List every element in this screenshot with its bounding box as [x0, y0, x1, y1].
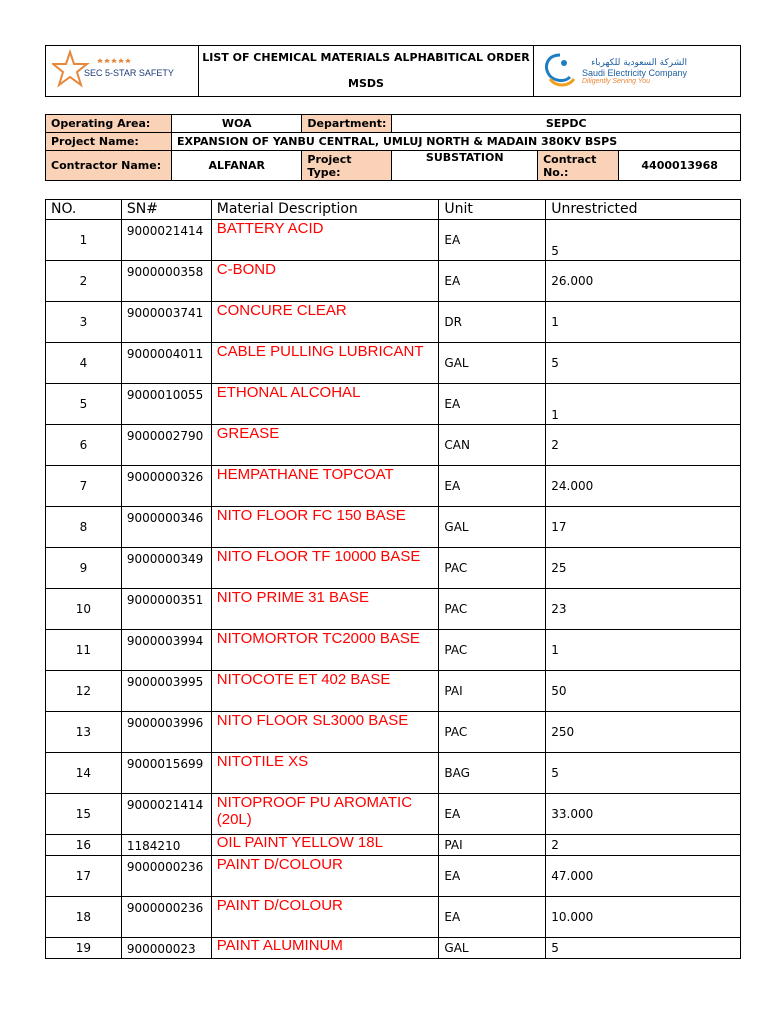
document-header	[45, 45, 741, 97]
table-row	[46, 753, 741, 794]
row-unrestricted-qty: 50	[546, 671, 741, 712]
table-row	[46, 938, 741, 959]
row-unit: EA	[439, 220, 546, 261]
row-sn: 9000002790	[121, 425, 211, 466]
row-unrestricted-qty: 23	[546, 589, 741, 630]
row-unrestricted-qty: 26.000	[546, 261, 741, 302]
row-number: 6	[46, 425, 122, 466]
table-row	[46, 302, 741, 343]
row-number: 5	[46, 384, 122, 425]
row-unrestricted-qty: 1	[546, 302, 741, 343]
row-unrestricted-qty: 10.000	[546, 897, 741, 938]
row-number: 18	[46, 897, 122, 938]
row-sn: 900000023	[121, 938, 211, 959]
row-unrestricted-qty: 250	[546, 712, 741, 753]
table-row	[46, 507, 741, 548]
table-row	[46, 220, 741, 261]
row-unit: EA	[439, 897, 546, 938]
company-tagline: Diligently Serving You	[582, 77, 650, 85]
table-header-row	[46, 200, 741, 220]
row-unrestricted-qty: 1	[546, 630, 741, 671]
row-unit: EA	[439, 261, 546, 302]
row-number: 7	[46, 466, 122, 507]
sec-safety-logo	[46, 46, 199, 96]
row-sn: 9000015699	[121, 753, 211, 794]
row-number: 4	[46, 343, 122, 384]
row-unrestricted-qty: 2	[546, 835, 741, 856]
sec-emblem-icon	[540, 49, 580, 93]
row-sn: 9000000349	[121, 548, 211, 589]
row-unit: CAN	[439, 425, 546, 466]
row-number: 3	[46, 302, 122, 343]
row-sn: 9000021414	[121, 220, 211, 261]
operating-area-value: WOA	[172, 115, 302, 133]
row-description: NITOMORTOR TC2000 BASE	[211, 630, 439, 671]
table-row	[46, 630, 741, 671]
header-sn: SN#	[121, 200, 211, 220]
table-row	[46, 343, 741, 384]
star-logo-icon	[52, 48, 192, 94]
row-unrestricted-qty: 2	[546, 425, 741, 466]
english-company-name: Saudi Electricity Company	[582, 67, 688, 78]
document-title	[199, 46, 534, 96]
header-unit: Unit	[439, 200, 546, 220]
row-number: 15	[46, 794, 122, 835]
row-description: GREASE	[211, 425, 439, 466]
svg-text:SEC 5-STAR SAFETY: SEC 5-STAR SAFETY	[84, 68, 174, 78]
row-unit: PAI	[439, 671, 546, 712]
row-unit: PAC	[439, 548, 546, 589]
row-sn: 1184210	[121, 835, 211, 856]
row-unit: PAC	[439, 712, 546, 753]
row-sn: 9000003995	[121, 671, 211, 712]
department-label: Department:	[302, 115, 392, 133]
row-sn: 9000003994	[121, 630, 211, 671]
row-number: 1	[46, 220, 122, 261]
row-unit: PAC	[439, 589, 546, 630]
header-no: NO.	[46, 200, 122, 220]
row-description: PAINT D/COLOUR	[211, 856, 439, 897]
row-unrestricted-qty: 5	[546, 220, 741, 261]
contractor-name-label: Contractor Name:	[46, 151, 172, 181]
title-line-2: MSDS	[348, 77, 384, 90]
title-line-1: LIST OF CHEMICAL MATERIALS ALPHABITICAL ORDER	[202, 51, 530, 64]
row-number: 10	[46, 589, 122, 630]
row-unrestricted-qty: 5	[546, 343, 741, 384]
row-sn: 9000000326	[121, 466, 211, 507]
table-row	[46, 548, 741, 589]
row-unit: BAG	[439, 753, 546, 794]
table-row	[46, 712, 741, 753]
row-sn: 9000004011	[121, 343, 211, 384]
row-sn: 9000010055	[121, 384, 211, 425]
row-unrestricted-qty: 25	[546, 548, 741, 589]
row-unrestricted-qty: 17	[546, 507, 741, 548]
row-unrestricted-qty: 24.000	[546, 466, 741, 507]
row-description: BATTERY ACID	[211, 220, 439, 261]
row-unit: GAL	[439, 938, 546, 959]
materials-table	[45, 199, 741, 959]
row-sn: 9000000346	[121, 507, 211, 548]
project-info-table	[45, 114, 741, 181]
row-unit: EA	[439, 794, 546, 835]
row-unrestricted-qty: 5	[546, 938, 741, 959]
row-description: PAINT D/COLOUR	[211, 897, 439, 938]
row-sn: 9000003741	[121, 302, 211, 343]
row-unit: DR	[439, 302, 546, 343]
row-description: NITOTILE XS	[211, 753, 439, 794]
row-number: 13	[46, 712, 122, 753]
row-unrestricted-qty: 5	[546, 753, 741, 794]
table-row	[46, 794, 741, 835]
row-unrestricted-qty: 33.000	[546, 794, 741, 835]
row-number: 14	[46, 753, 122, 794]
row-unit: EA	[439, 856, 546, 897]
department-value: SEPDC	[392, 115, 741, 133]
contractor-name-value: ALFANAR	[172, 151, 302, 181]
row-number: 9	[46, 548, 122, 589]
row-description: NITO FLOOR SL3000 BASE	[211, 712, 439, 753]
row-description: NITO FLOOR TF 10000 BASE	[211, 548, 439, 589]
row-sn: 9000000236	[121, 897, 211, 938]
sec-company-logo	[534, 46, 740, 96]
row-description: NITO PRIME 31 BASE	[211, 589, 439, 630]
operating-area-label: Operating Area:	[46, 115, 172, 133]
row-description: OIL PAINT YELLOW 18L	[211, 835, 439, 856]
row-sn: 9000000358	[121, 261, 211, 302]
row-description: NITO FLOOR FC 150 BASE	[211, 507, 439, 548]
row-sn: 9000021414	[121, 794, 211, 835]
row-description: NITOCOTE ET 402 BASE	[211, 671, 439, 712]
table-row	[46, 671, 741, 712]
row-description: CABLE PULLING LUBRICANT	[211, 343, 439, 384]
row-description: HEMPATHANE TOPCOAT	[211, 466, 439, 507]
project-name-label: Project Name:	[46, 133, 172, 151]
row-number: 8	[46, 507, 122, 548]
row-sn: 9000000236	[121, 856, 211, 897]
row-unit: EA	[439, 466, 546, 507]
row-description: C-BOND	[211, 261, 439, 302]
row-unit: EA	[439, 384, 546, 425]
row-unit: PAC	[439, 630, 546, 671]
row-number: 19	[46, 938, 122, 959]
header-unrestricted: Unrestricted	[546, 200, 741, 220]
row-description: NITOPROOF PU AROMATIC (20L)	[211, 794, 439, 835]
row-number: 17	[46, 856, 122, 897]
table-row	[46, 466, 741, 507]
project-name-value: EXPANSION OF YANBU CENTRAL, UMLUJ NORTH & MADAIN 380KV BSPS	[172, 133, 741, 151]
row-number: 12	[46, 671, 122, 712]
header-description: Material Description	[211, 200, 439, 220]
row-unit: PAI	[439, 835, 546, 856]
arabic-company-name: الشركة السعودية للكهرباء	[591, 57, 688, 68]
row-unit: GAL	[439, 343, 546, 384]
row-description: ETHONAL ALCOHAL	[211, 384, 439, 425]
row-description: PAINT ALUMINUM	[211, 938, 439, 959]
table-row	[46, 425, 741, 466]
project-type-label: Project Type:	[302, 151, 392, 181]
table-row	[46, 589, 741, 630]
table-row	[46, 856, 741, 897]
row-description: CONCURE CLEAR	[211, 302, 439, 343]
row-number: 2	[46, 261, 122, 302]
row-sn: 9000003996	[121, 712, 211, 753]
contract-no-value: 4400013968	[619, 151, 741, 181]
row-sn: 9000000351	[121, 589, 211, 630]
project-type-value: SUBSTATION	[392, 151, 538, 181]
contract-no-label: Contract No.:	[538, 151, 619, 181]
row-unit: GAL	[439, 507, 546, 548]
row-number: 11	[46, 630, 122, 671]
table-row	[46, 261, 741, 302]
row-unrestricted-qty: 1	[546, 384, 741, 425]
row-number: 16	[46, 835, 122, 856]
table-row	[46, 897, 741, 938]
table-row	[46, 384, 741, 425]
row-unrestricted-qty: 47.000	[546, 856, 741, 897]
table-row	[46, 835, 741, 856]
